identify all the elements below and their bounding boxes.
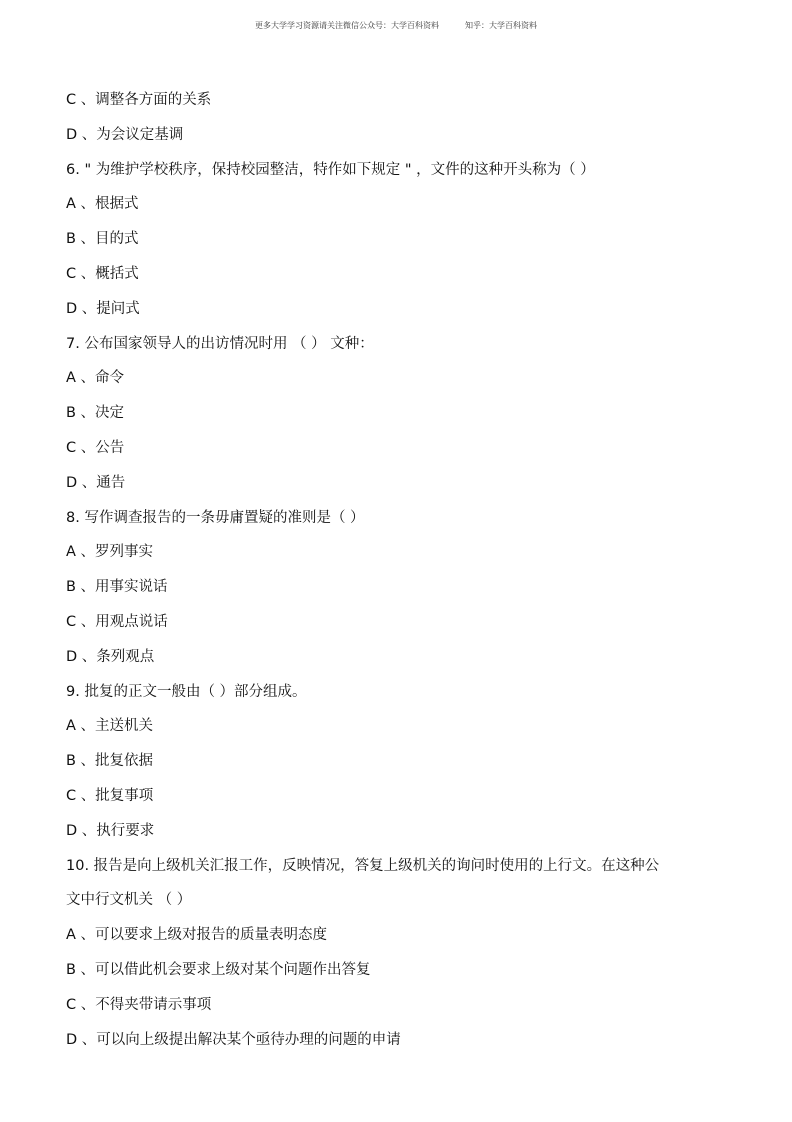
question-line-continued: 文中行文机关 （ ） (66, 892, 192, 909)
option-line: D 、提问式 (66, 300, 140, 317)
document-body (66, 83, 736, 1057)
option-line: A 、主送机关 (66, 718, 154, 735)
header-right-text: 知乎：大学百科资料 (465, 21, 537, 30)
option-line: A 、根据式 (66, 196, 139, 213)
question-line: 7. 公布国家领导人的出访情况时用 （ ） 文种： (66, 335, 374, 352)
header-left-text: 更多大学学习资源请关注微信公众号：大学百科资料 (255, 21, 439, 30)
option-line: D 、为会议定基调 (66, 126, 184, 143)
option-line: B 、决定 (66, 405, 125, 422)
option-line: C 、概括式 (66, 265, 139, 282)
option-line: D 、执行要求 (66, 822, 155, 839)
option-line: C 、不得夹带请示事项 (66, 996, 212, 1013)
option-line: A 、可以要求上级对报告的质量表明态度 (66, 927, 328, 944)
option-line: B 、批复依据 (66, 753, 154, 770)
option-line: D 、可以向上级提出解决某个亟待办理的问题的申请 (66, 1031, 401, 1048)
question-line: 6. " 为维护学校秩序，保持校园整洁，特作如下规定 " ，文件的这种开头称为（ ） (66, 161, 595, 178)
option-line: A 、命令 (66, 370, 125, 387)
option-line: B 、用事实说话 (66, 579, 168, 596)
option-line: B 、目的式 (66, 231, 139, 248)
question-line: 9. 批复的正文一般由（ ）部分组成。 (66, 683, 307, 700)
option-line: D 、条列观点 (66, 648, 155, 665)
option-line: C 、调整各方面的关系 (66, 92, 212, 108)
option-line: C 、公告 (66, 439, 125, 456)
option-line: C 、用观点说话 (66, 613, 168, 630)
option-line: B 、可以借此机会要求上级对某个问题作出答复 (66, 961, 371, 978)
option-line: A 、罗列事实 (66, 544, 154, 561)
question-line: 10. 报告是向上级机关汇报工作，反映情况，答复上级机关的询问时使用的上行文。在这种公 (66, 857, 660, 874)
option-line: D 、通告 (66, 474, 126, 491)
question-line: 8. 写作调查报告的一条毋庸置疑的准则是（ ） (66, 509, 365, 526)
page-header (0, 20, 792, 31)
option-line: C 、批复事项 (66, 787, 154, 804)
